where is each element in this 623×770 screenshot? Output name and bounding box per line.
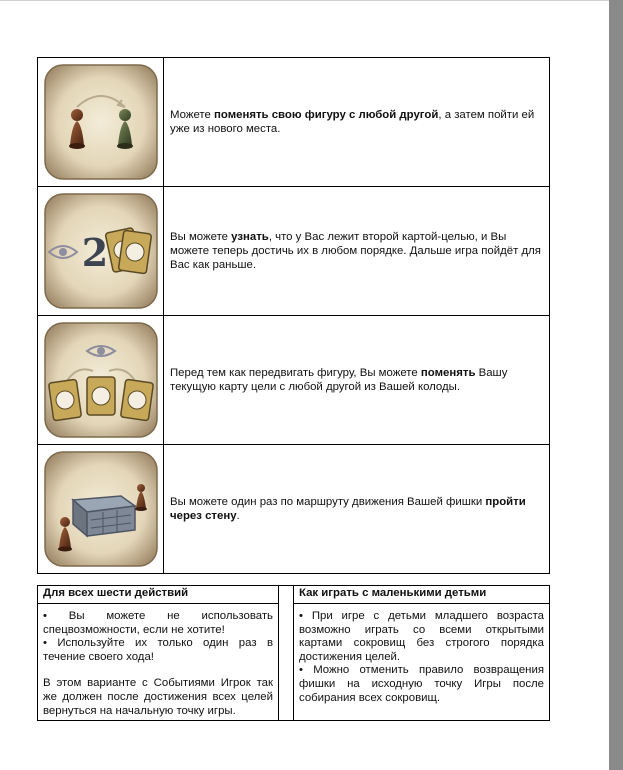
action-row-swap-figure (38, 58, 550, 187)
text-bold: поменять свою фигуру с любой другой (214, 109, 439, 121)
action-description (164, 316, 550, 445)
left-column-heading: Для всех шести действий (38, 586, 278, 604)
swap-figure-icon (43, 63, 159, 181)
text-after: Вашу текущую карту цели с любой другой из Вашей колоды. (170, 367, 508, 393)
swap-card-icon (43, 321, 159, 439)
action-row-swap-card (38, 316, 550, 445)
text-before: Вы можете (170, 231, 232, 243)
right-column-body (294, 604, 549, 707)
action-row-peek-card (38, 187, 550, 316)
right-paragraph: • Можно отменить правило возвращения фишки на исходную точку Игры после собирания всех сокровищ. (299, 664, 544, 704)
left-column-body (38, 604, 278, 720)
text-before: Вы можете один раз по маршруту движения Вашей фишки (170, 496, 486, 508)
text-after: . (236, 510, 240, 522)
text-before: Перед тем как передвигать фигуру, Вы можете (170, 367, 421, 379)
left-paragraph-spacer (43, 664, 273, 677)
left-paragraph: • Используйте их только один раз в течение своего хода! (43, 637, 273, 663)
page-top-rule (0, 0, 609, 1)
action-description (164, 445, 550, 574)
action-image-cell (38, 445, 164, 574)
left-paragraph: • Вы можете не использовать спецвозможности, если не хотите! (43, 610, 273, 636)
text-after: , что у Вас лежит второй картой-целью, и Вы можете теперь достичь их в любом порядке. Дальше игра пойдёт для Вас как раньше. (170, 231, 541, 271)
action-row-through-wall (38, 445, 550, 574)
action-description (164, 187, 550, 316)
action-image-cell (38, 58, 164, 187)
text-bold: узнать (231, 231, 269, 243)
peek-card-icon (43, 192, 159, 310)
right-paragraph: • При игре с детьми младшего возраста возможно играть со всеми открытыми картами сокровищ без строгого порядка достижения целей. (299, 610, 544, 663)
rules-right-column (294, 586, 550, 721)
rules-table (37, 585, 550, 721)
rules-left-column (38, 586, 279, 721)
column-gap (279, 586, 294, 721)
through-wall-icon (43, 450, 159, 568)
text-before: Можете (170, 109, 214, 121)
text-after: , а затем пойти ей уже из нового места. (170, 109, 535, 135)
text-bold: поменять (420, 367, 476, 379)
text-bold: пройти через стену (170, 496, 526, 522)
right-column-heading: Как играть с маленькими детьми (294, 586, 549, 604)
page-edge-shadow (609, 0, 623, 770)
action-image-cell (38, 316, 164, 445)
action-image-cell (38, 187, 164, 316)
tile-numeral: 2 (81, 230, 108, 275)
actions-table (37, 57, 550, 574)
left-paragraph: В этом варианте с Событиями Игрок так же должен после достижения всех целей вернуться на начальную точку игры. (43, 677, 273, 717)
action-description (164, 58, 550, 187)
